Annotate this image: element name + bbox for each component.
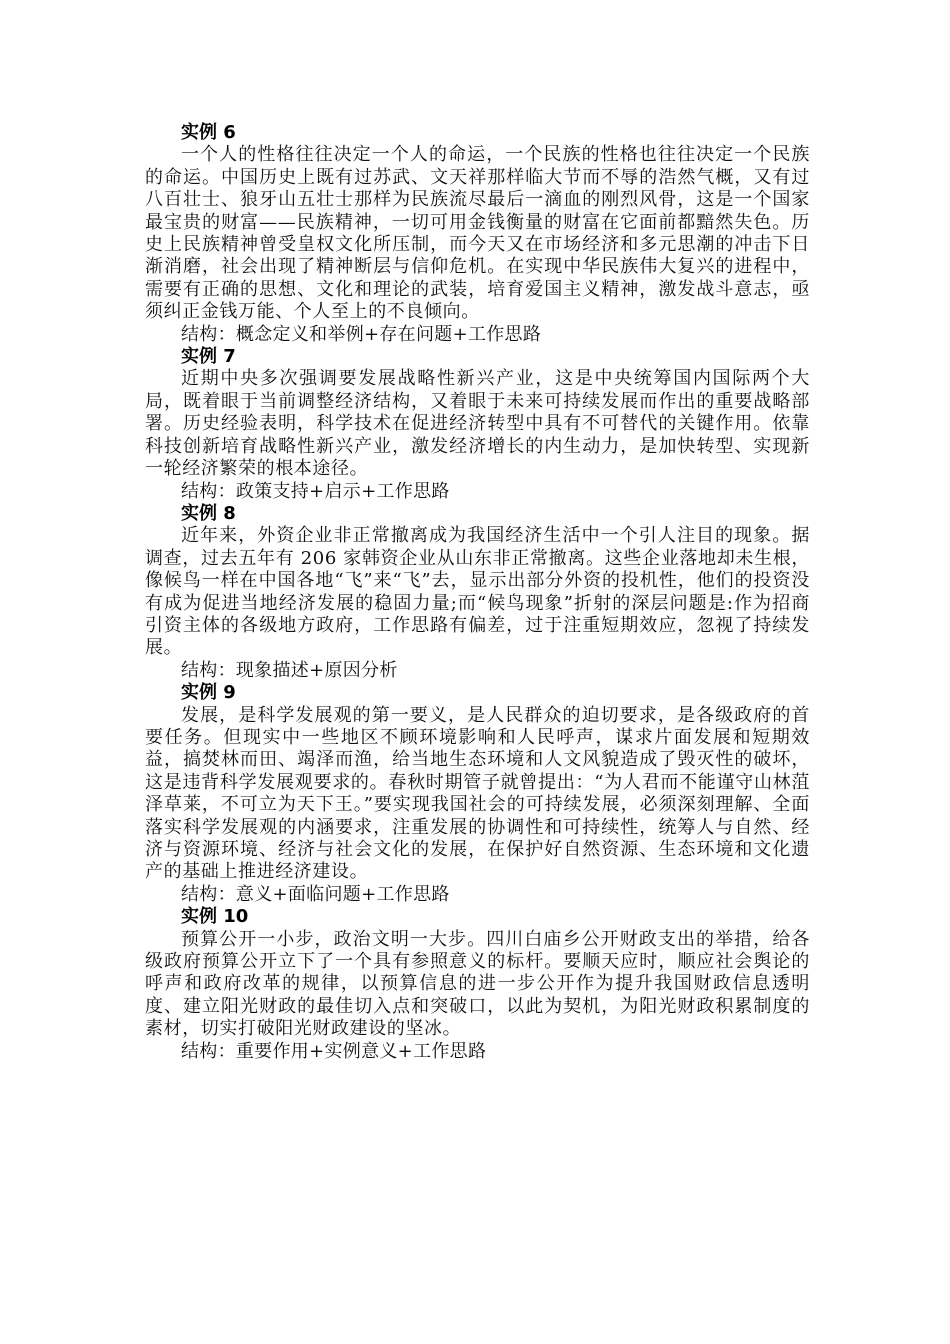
example-body: 近期中央多次强调要发展战略性新兴产业，这是中央统筹国内国际两个大局，既着眼于当前调整经济结构，又着眼于未来可持续发展而作出的重要战略部署。历史经验表明，科学技术在促进经济转型中具有不可替代的关键作用。依靠科技创新培育战略性新兴产业，激发经济增长的内生动力，是加快转型、实现新一轮经济繁荣的根本途径。 [145,368,810,480]
example-structure: 结构：概念定义和举例+存在问题+工作思路 [181,323,542,345]
example-body: 发展，是科学发展观的第一要义，是人民群众的迫切要求，是各级政府的首要任务。但现实中一些地区不顾环境影响和人民呼声，谋求片面发展和短期效益，搞焚林而田、竭泽而渔，给当地生态环境和人文风貌造成了毁灭性的破坏，这是违背科学发展观要求的。春秋时期管子就曾提出：“为人君而不能谨守山林菹泽草莱，不可立为天下王。”要实现我国社会的可持续发展，必须深刻理解、全面落实科学发展观的内涵要求，注重发展的协调性和可持续性，统筹人与自然、经济与资源环境、经济与社会文化的发展，在保护好自然资源、生态环境和文化遗产的基础上推进经济建设。 [145,704,810,883]
document-page [145,122,810,1063]
example-section-6 [145,122,810,346]
example-body: 预算公开一小步，政治文明一大步。四川白庙乡公开财政支出的举措，给各级政府预算公开立下了一个具有参照意义的标杆。要顺天应时，顺应社会舆论的呼声和政府改革的规律，以预算信息的进一步公开作为提升我国财政信息透明度、建立阳光财政的最佳切入点和突破口，以此为契机，为阳光财政积累制度的素材，切实打破阳光财政建设的坚冰。 [145,928,810,1040]
example-section-8 [145,503,810,682]
example-section-7 [145,346,810,503]
example-heading: 实例 6 [181,122,236,143]
example-section-9 [145,682,810,906]
example-heading: 实例 9 [181,682,236,704]
example-heading: 实例 8 [181,502,236,524]
example-section-10 [145,906,810,1063]
example-structure: 结构：意义+面临问题+工作思路 [181,883,450,905]
example-structure: 结构：政策支持+启示+工作思路 [181,480,450,502]
example-heading: 实例 7 [181,346,236,368]
example-body: 一个人的性格往往决定一个人的命运，一个民族的性格也往往决定一个民族的命运。中国历史上既有过苏武、文天祥那样临大节而不辱的浩然气概，又有过八百壮士、狼牙山五壮士那样为民族流尽最后一滴血的刚烈风骨，这是一个国家最宝贵的财富——民族精神，一切可用金钱衡量的财富在它面前都黯然失色。历史上民族精神曾受皇权文化所压制，而今天又在市场经济和多元思潮的冲击下日渐消磨，社会出现了精神断层与信仰危机。在实现中华民族伟大复兴的进程中，需要有正确的思想、文化和理论的武装，培育爱国主义精神，激发战斗意志，亟须纠正金钱万能、个人至上的不良倾向。 [145,144,810,323]
example-structure: 结构：现象描述+原因分析 [181,659,398,681]
example-structure: 结构：重要作用+实例意义+工作思路 [181,1040,487,1062]
example-body: 近年来，外资企业非正常撤离成为我国经济生活中一个引人注目的现象。据调查，过去五年有 206 家韩资企业从山东非正常撤离。这些企业落地却未生根，像候鸟一样在中国各地“飞”来“飞”去，显示出部分外资的投机性，他们的投资没有成为促进当地经济发展的稳固力量;而“候鸟现象”折射的深层问题是:作为招商引资主体的各级地方政府，工作思路有偏差，过于注重短期效应，忽视了持续发展。 [145,525,810,659]
example-heading: 实例 10 [181,906,249,928]
